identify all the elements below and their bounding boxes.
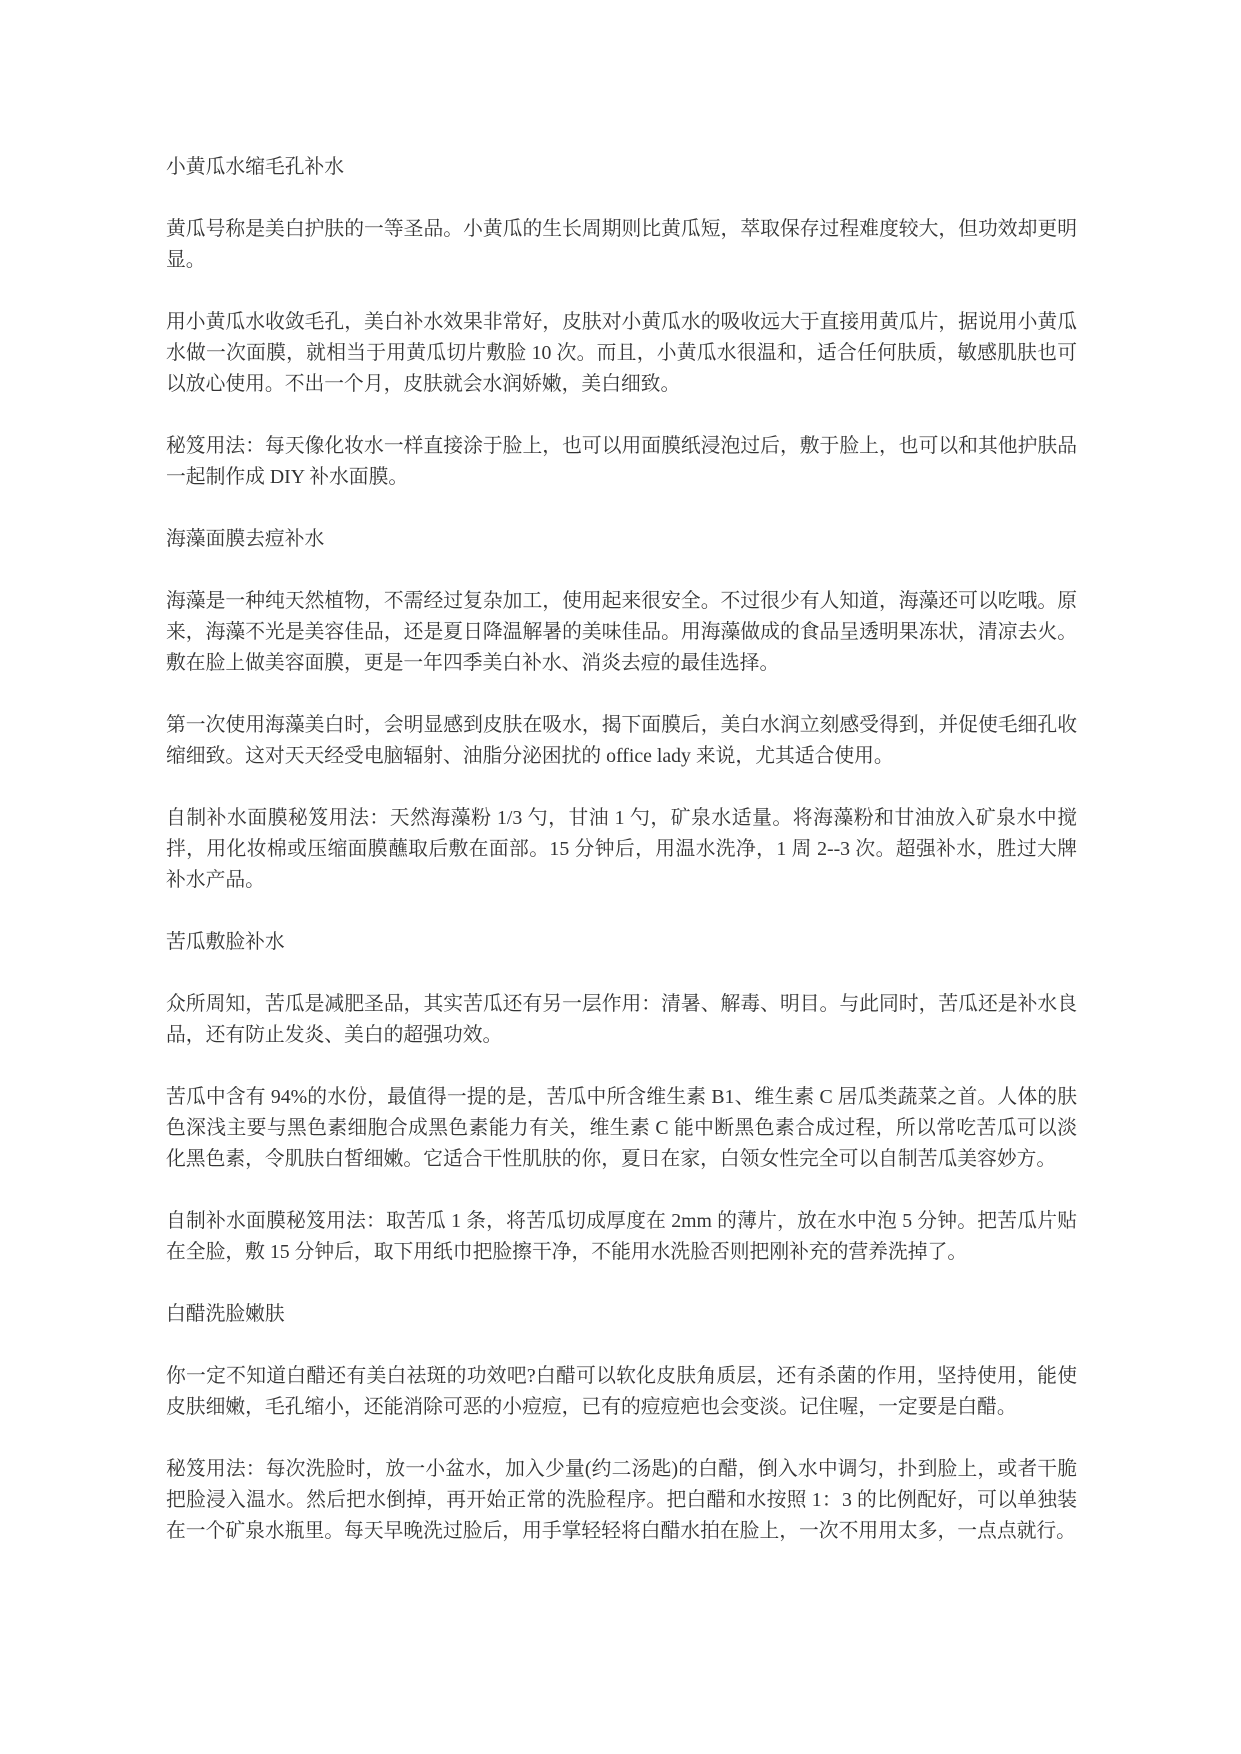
paragraph: 苦瓜中含有 94%的水份，最值得一提的是，苦瓜中所含维生素 B1、维生素 C 居瓜类蔬菜之首。人体的肤色深浅主要与黑色素细胞合成黑色素能力有关，维生素 C 能中断黑色素合成过程，所以常吃苦瓜可以淡化黑色素，令肌肤白皙细嫩。它适合干性肌肤的你，夏日在家，白领女性完全可以自制苦瓜美容妙方。 bbox=[166, 1086, 1077, 1170]
section-heading: 苦瓜敷脸补水 bbox=[166, 931, 285, 953]
paragraph: 你一定不知道白醋还有美白祛斑的功效吧?白醋可以软化皮肤角质层，还有杀菌的作用，坚持使用，能使皮肤细嫩，毛孔缩小，还能消除可恶的小痘痘，已有的痘痘疤也会变淡。记住喔，一定要是白醋。 bbox=[166, 1365, 1077, 1418]
paragraph: 第一次使用海藻美白时，会明显感到皮肤在吸水，揭下面膜后，美白水润立刻感受得到，并促使毛细孔收缩细致。这对天天经受电脑辐射、油脂分泌困扰的 office lady 来说，尤其适合使用。 bbox=[166, 714, 1077, 767]
paragraph: 自制补水面膜秘笈用法：取苦瓜 1 条，将苦瓜切成厚度在 2mm 的薄片，放在水中泡 5 分钟。把苦瓜片贴在全脸，敷 15 分钟后，取下用纸巾把脸擦干净，不能用水洗脸否则把刚补充的营养洗掉了。 bbox=[166, 1210, 1077, 1263]
paragraph: 黄瓜号称是美白护肤的一等圣品。小黄瓜的生长周期则比黄瓜短，萃取保存过程难度较大，但功效却更明显。 bbox=[166, 218, 1077, 271]
section-seaweed bbox=[166, 524, 1077, 896]
section-bitter-melon bbox=[166, 927, 1077, 1268]
section-white-vinegar bbox=[166, 1299, 1077, 1547]
section-heading: 白醋洗脸嫩肤 bbox=[166, 1303, 285, 1325]
paragraph: 秘笈用法：每次洗脸时，放一小盆水，加入少量(约二汤匙)的白醋，倒入水中调匀，扑到脸上，或者干脆把脸浸入温水。然后把水倒掉，再开始正常的洗脸程序。把白醋和水按照 1：3 的比例配好，可以单独装在一个矿泉水瓶里。每天早晚洗过脸后，用手掌轻轻将白醋水拍在脸上，一次不用用太多，一点点就行。 bbox=[166, 1458, 1077, 1542]
section-cucumber bbox=[166, 152, 1077, 493]
paragraph: 自制补水面膜秘笈用法：天然海藻粉 1/3 勺，甘油 1 勺，矿泉水适量。将海藻粉和甘油放入矿泉水中搅拌，用化妆棉或压缩面膜蘸取后敷在面部。15 分钟后，用温水洗净，1 周 2--3 次。超强补水，胜过大牌补水产品。 bbox=[166, 807, 1077, 891]
paragraph: 秘笈用法：每天像化妆水一样直接涂于脸上，也可以用面膜纸浸泡过后，敷于脸上，也可以和其他护肤品一起制作成 DIY 补水面膜。 bbox=[166, 435, 1077, 488]
section-heading: 海藻面膜去痘补水 bbox=[166, 528, 325, 550]
paragraph: 众所周知，苦瓜是减肥圣品，其实苦瓜还有另一层作用：清暑、解毒、明目。与此同时，苦瓜还是补水良品，还有防止发炎、美白的超强功效。 bbox=[166, 993, 1077, 1046]
paragraph: 用小黄瓜水收敛毛孔，美白补水效果非常好，皮肤对小黄瓜水的吸收远大于直接用黄瓜片，据说用小黄瓜水做一次面膜，就相当于用黄瓜切片敷脸 10 次。而且，小黄瓜水很温和，适合任何肤质，敏感肌肤也可以放心使用。不出一个月，皮肤就会水润娇嫩，美白细致。 bbox=[166, 311, 1077, 395]
paragraph: 海藻是一种纯天然植物，不需经过复杂加工，使用起来很安全。不过很少有人知道，海藻还可以吃哦。原来，海藻不光是美容佳品，还是夏日降温解暑的美味佳品。用海藻做成的食品呈透明果冻状，清凉去火。敷在脸上做美容面膜，更是一年四季美白补水、消炎去痘的最佳选择。 bbox=[166, 590, 1077, 674]
section-heading: 小黄瓜水缩毛孔补水 bbox=[166, 156, 345, 178]
